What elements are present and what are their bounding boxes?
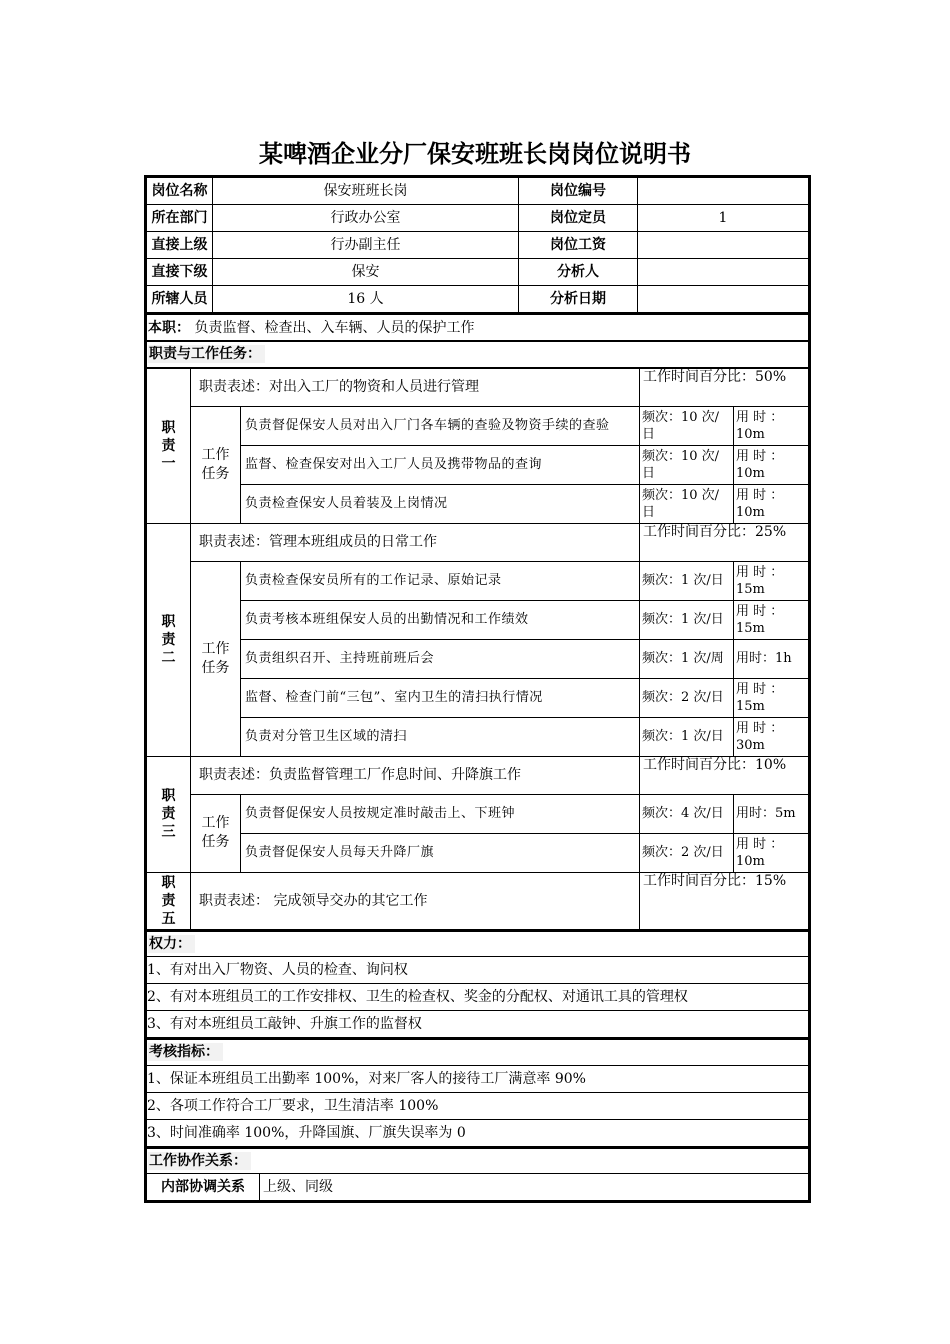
duty-row xyxy=(147,523,809,561)
task-text: 监督、检查门前“三包”、室内卫生的清扫执行情况 xyxy=(241,678,640,717)
task-row xyxy=(147,639,809,678)
power-item xyxy=(147,957,809,984)
field-label: 岗位工资 xyxy=(519,232,638,259)
task-text: 负责督促保安人员对出入厂门各车辆的查验及物资手续的查验 xyxy=(241,406,640,445)
duty-time-percent: 工作时间百分比：15% xyxy=(640,872,809,929)
basic-info-table xyxy=(146,177,809,313)
kpi-item xyxy=(147,1065,809,1092)
task-duration: 用 时 ：10m xyxy=(734,833,809,872)
task-row xyxy=(147,406,809,445)
document-title: 某啤酒企业分厂保安班班长岗岗位说明书 xyxy=(259,140,691,168)
task-row xyxy=(147,484,809,523)
task-row xyxy=(147,678,809,717)
task-frequency: 频次：1 次/日 xyxy=(640,717,734,756)
job-description-form xyxy=(144,175,811,1203)
field-value xyxy=(638,286,809,313)
field-value: 行政办公室 xyxy=(213,205,519,232)
cooperation-section xyxy=(146,1147,809,1202)
task-label xyxy=(191,794,241,872)
task-frequency: 频次：1 次/周 xyxy=(640,639,734,678)
task-text: 负责督促保安人员按规定准时敲击上、下班钟 xyxy=(241,794,640,833)
kpi-section xyxy=(146,1038,809,1147)
field-value: 保安班班长岗 xyxy=(213,178,519,205)
field-label: 分析人 xyxy=(519,259,638,286)
duty-name-text: 职责五 xyxy=(161,874,176,927)
duty-time-percent: 工作时间百分比：25% xyxy=(640,523,809,561)
power-title: 权力： xyxy=(148,935,195,953)
power-item-text: 2、有对本班组员工的工作安排权、卫生的检查权、奖金的分配权、对通讯工具的管理权 xyxy=(147,984,809,1011)
task-row xyxy=(147,445,809,484)
kpi-item xyxy=(147,1119,809,1146)
duty-row xyxy=(147,368,809,406)
task-duration: 用 时 ：15m xyxy=(734,600,809,639)
benzhi-section xyxy=(146,313,809,368)
field-label: 直接上级 xyxy=(147,232,213,259)
field-value xyxy=(638,232,809,259)
duty-name xyxy=(147,872,191,929)
benzhi-text: 负责监督、检查出、入车辆、人员的保护工作 xyxy=(194,319,475,336)
task-frequency: 频次：2 次/日 xyxy=(640,833,734,872)
basic-info-row xyxy=(147,259,809,286)
field-value: 保安 xyxy=(213,259,519,286)
power-item-text: 1、有对出入厂物资、人员的检查、询问权 xyxy=(147,957,809,984)
duty-name-text: 职责一 xyxy=(161,419,176,472)
field-label: 所在部门 xyxy=(147,205,213,232)
task-frequency: 频次：4 次/日 xyxy=(640,794,734,833)
task-frequency: 频次：10 次/日 xyxy=(640,445,734,484)
field-value xyxy=(638,178,809,205)
field-value: 16 人 xyxy=(213,286,519,313)
task-text: 负责对分管卫生区域的清扫 xyxy=(241,717,640,756)
kpi-item xyxy=(147,1092,809,1119)
basic-info-row xyxy=(147,178,809,205)
task-text: 负责考核本班组保安人员的出勤情况和工作绩效 xyxy=(241,600,640,639)
task-duration: 用 时 ：10m xyxy=(734,484,809,523)
task-duration: 用 时 ：10m xyxy=(734,406,809,445)
internal-coordination-label: 内部协调关系 xyxy=(147,1174,260,1201)
task-frequency: 频次：1 次/日 xyxy=(640,600,734,639)
kpi-item-text: 3、时间准确率 100%，升降国旗、厂旗失误率为 0 xyxy=(147,1119,809,1146)
task-label-text: 工作任务 xyxy=(201,815,230,850)
duty-row xyxy=(147,756,809,794)
field-label: 所辖人员 xyxy=(147,286,213,313)
task-row xyxy=(147,833,809,872)
duty-name xyxy=(147,523,191,756)
power-item xyxy=(147,1011,809,1038)
duty-name-text: 职责二 xyxy=(161,613,176,666)
duty-row xyxy=(147,872,809,929)
power-section xyxy=(146,930,809,1039)
field-label: 岗位名称 xyxy=(147,178,213,205)
duty-description: 职责表述：负责监督管理工厂作息时间、升降旗工作 xyxy=(191,756,640,794)
task-text: 负责组织召开、主持班前班后会 xyxy=(241,639,640,678)
task-duration: 用 时 ：15m xyxy=(734,561,809,600)
task-label xyxy=(191,561,241,756)
kpi-item-text: 2、各项工作符合工厂要求，卫生清洁率 100% xyxy=(147,1092,809,1119)
field-label: 岗位编号 xyxy=(519,178,638,205)
power-item-text: 3、有对本班组员工敲钟、升旗工作的监督权 xyxy=(147,1011,809,1038)
field-label: 分析日期 xyxy=(519,286,638,313)
task-text: 负责督促保安人员每天升降厂旗 xyxy=(241,833,640,872)
field-label: 直接下级 xyxy=(147,259,213,286)
duty-name xyxy=(147,756,191,872)
task-text: 负责检查保安人员着装及上岗情况 xyxy=(241,484,640,523)
task-row xyxy=(147,600,809,639)
duty-description: 职责表述：管理本班组成员的日常工作 xyxy=(191,523,640,561)
task-frequency: 频次：2 次/日 xyxy=(640,678,734,717)
benzhi-label: 本职： xyxy=(148,319,190,336)
task-duration: 用时：1h xyxy=(734,639,809,678)
task-frequency: 频次：1 次/日 xyxy=(640,561,734,600)
internal-coordination-value: 上级、同级 xyxy=(260,1174,809,1201)
task-duration: 用 时 ：10m xyxy=(734,445,809,484)
duty-time-percent: 工作时间百分比：10% xyxy=(640,756,809,794)
task-label xyxy=(191,406,241,523)
duty-name xyxy=(147,368,191,523)
duty-description: 职责表述： 完成领导交办的其它工作 xyxy=(191,872,640,929)
task-label-text: 工作任务 xyxy=(201,446,230,482)
basic-info-row xyxy=(147,232,809,259)
field-value: 行办副主任 xyxy=(213,232,519,259)
kpi-item-text: 1、保证本班组员工出勤率 100%，对来厂客人的接待工厂满意率 90% xyxy=(147,1065,809,1092)
task-duration: 用 时 ：15m xyxy=(734,678,809,717)
duty-name-text: 职责三 xyxy=(161,788,176,840)
task-row xyxy=(147,561,809,600)
task-duration: 用时：5m xyxy=(734,794,809,833)
task-row xyxy=(147,717,809,756)
task-duration: 用 时 ：30m xyxy=(734,717,809,756)
duties-table xyxy=(146,368,809,930)
basic-info-row xyxy=(147,205,809,232)
field-value: 1 xyxy=(638,205,809,232)
task-frequency: 频次：10 次/日 xyxy=(640,406,734,445)
basic-info-row xyxy=(147,286,809,313)
task-text: 监督、检查保安对出入工厂人员及携带物品的查询 xyxy=(241,445,640,484)
duty-time-percent: 工作时间百分比：50% xyxy=(640,368,809,406)
field-label: 岗位定员 xyxy=(519,205,638,232)
task-row xyxy=(147,794,809,833)
cooperation-title: 工作协作关系： xyxy=(148,1152,251,1170)
field-value xyxy=(638,259,809,286)
power-item xyxy=(147,984,809,1011)
task-label-text: 工作任务 xyxy=(201,640,230,676)
duties-section-title: 职责与工作任务： xyxy=(148,345,265,363)
duty-description: 职责表述：对出入工厂的物资和人员进行管理 xyxy=(191,368,640,406)
kpi-title: 考核指标： xyxy=(148,1043,223,1061)
task-text: 负责检查保安员所有的工作记录、原始记录 xyxy=(241,561,640,600)
task-frequency: 频次：10 次/日 xyxy=(640,484,734,523)
